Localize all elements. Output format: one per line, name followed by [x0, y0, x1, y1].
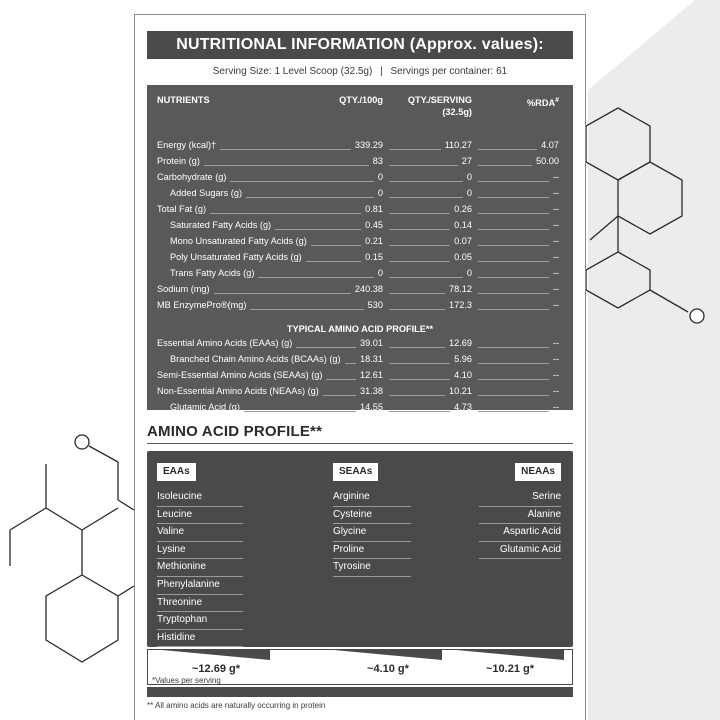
rda-value: -- — [552, 284, 559, 294]
table-row — [147, 265, 573, 281]
neaas-list-item: Glutamic Acid — [479, 542, 561, 560]
leader-line — [389, 229, 450, 230]
eaas-list-item: Tryptophan — [157, 612, 243, 630]
header-rda-mark: # — [555, 97, 559, 104]
eaas-list-item: Isoleucine — [157, 489, 243, 507]
nutrient-name: Branched Chain Amino Acids (BCAAs) (g) — [170, 354, 341, 364]
eaas-list-item: Histidine — [157, 630, 243, 648]
table-row — [147, 249, 573, 265]
nutrition-table — [147, 85, 573, 410]
eaas-column-header: EAAs — [157, 463, 196, 481]
leader-line — [389, 363, 450, 364]
qty-serving-value: 0.07 — [454, 236, 472, 246]
rda-value: -- — [552, 338, 559, 348]
qty-100g-value: 0.45 — [365, 220, 383, 230]
seaas-list-item: Tyrosine — [333, 559, 411, 577]
nutrient-name: Protein (g) — [157, 156, 200, 166]
rda-value: -- — [552, 204, 559, 214]
leader-line — [389, 395, 445, 396]
rda-value: -- — [552, 386, 559, 396]
leader-line — [220, 149, 351, 150]
nutrient-name: Sodium (mg) — [157, 284, 210, 294]
qty-serving-value: 5.96 — [454, 354, 472, 364]
serving-info — [147, 63, 573, 81]
leader-line — [389, 261, 450, 262]
leader-line — [478, 363, 549, 364]
leader-line — [389, 293, 445, 294]
leader-line — [389, 277, 463, 278]
qty-serving-value: 172.3 — [449, 300, 472, 310]
serving-size: Serving Size: 1 Level Scoop (32.5g) — [212, 66, 373, 77]
footnote: ** All amino acids are naturally occurring in protein — [147, 701, 326, 710]
leader-line — [210, 213, 361, 214]
header-qty-serving-sub: (32.5g) — [442, 107, 472, 117]
qty-serving-value: 0 — [466, 268, 472, 278]
qty-serving-value: 0 — [466, 188, 472, 198]
rda-value: -- — [552, 268, 559, 278]
header-qty-100g: QTY./100g — [339, 95, 383, 105]
leader-line — [478, 213, 549, 214]
leader-line — [389, 245, 450, 246]
nutrient-name: Saturated Fatty Acids (g) — [170, 220, 272, 230]
eaas-list-item: Phenylalanine — [157, 577, 243, 595]
eaas-list-item: Threonine — [157, 595, 243, 613]
qty-serving-value: 4.10 — [454, 370, 472, 380]
page-title: NUTRITIONAL INFORMATION (Approx. values): — [147, 31, 573, 59]
servings-per-container: Servings per container: 61 — [390, 66, 508, 77]
neaas-column-header: NEAAs — [515, 463, 561, 481]
leader-line — [389, 379, 450, 380]
rda-value: -- — [552, 220, 559, 230]
table-row — [147, 383, 573, 399]
neaas-list-item: Serine — [479, 489, 561, 507]
leader-line — [250, 309, 364, 310]
leader-line — [306, 261, 361, 262]
table-row — [147, 297, 573, 313]
leader-line — [389, 347, 445, 348]
leader-line — [230, 181, 374, 182]
qty-serving-value: 12.69 — [449, 338, 472, 348]
nutrition-label-panel — [134, 14, 586, 720]
header-rda-label: %RDA — [527, 98, 556, 109]
leader-line — [478, 347, 549, 348]
leader-line — [478, 149, 537, 150]
nutrient-name: Non-Essential Amino Acids (NEAAs) (g) — [157, 386, 319, 396]
nutrient-name: Essential Amino Acids (EAAs) (g) — [157, 338, 293, 348]
qty-100g-value: 14.55 — [360, 402, 383, 412]
qty-100g-value: 0.15 — [365, 252, 383, 262]
qty-100g-value: 530 — [367, 300, 383, 310]
amino-profile-heading: AMINO ACID PROFILE** — [147, 423, 323, 440]
leader-line — [389, 165, 458, 166]
heading-divider — [147, 443, 573, 444]
table-row — [147, 217, 573, 233]
table-row — [147, 169, 573, 185]
seaas-list-item: Glycine — [333, 524, 411, 542]
table-row — [147, 399, 573, 415]
leader-line — [345, 363, 356, 364]
qty-100g-value: 339.29 — [354, 140, 383, 150]
qty-serving-value: 4.73 — [454, 402, 472, 412]
serving-separator: | — [380, 66, 383, 77]
leader-line — [478, 277, 549, 278]
table-row — [147, 233, 573, 249]
amino-totals — [147, 649, 573, 685]
rda-value: 50.00 — [536, 156, 559, 166]
footnote-divider-bar — [147, 687, 573, 697]
leader-line — [244, 411, 356, 412]
eaas-total-marker-icon — [162, 650, 270, 660]
rda-value: 4.07 — [541, 140, 559, 150]
nutrient-name: Energy (kcal)† — [157, 140, 217, 150]
leader-line — [326, 379, 356, 380]
nutrient-name: Poly Unsaturated Fatty Acids (g) — [170, 252, 302, 262]
qty-serving-value: 0.14 — [454, 220, 472, 230]
qty-100g-value: 0.81 — [365, 204, 383, 214]
leader-line — [389, 213, 450, 214]
seaas-list-item: Cysteine — [333, 507, 411, 525]
qty-100g-value: 18.31 — [360, 354, 383, 364]
rda-value: -- — [552, 300, 559, 310]
eaas-list-item: Valine — [157, 524, 243, 542]
eaas-list-item: Lysine — [157, 542, 243, 560]
leader-line — [478, 165, 532, 166]
amino-profile-panel — [147, 451, 573, 647]
qty-100g-value: 0 — [377, 268, 383, 278]
rda-value: -- — [552, 354, 559, 364]
leader-line — [478, 379, 549, 380]
seaas-list-item: Proline — [333, 542, 411, 560]
leader-line — [323, 395, 356, 396]
leader-line — [478, 395, 549, 396]
neaas-list-item: Aspartic Acid — [479, 524, 561, 542]
nutrient-name: Semi-Essential Amino Acids (SEAAs) (g) — [157, 370, 323, 380]
nutrient-name: Added Sugars (g) — [170, 188, 243, 198]
leader-line — [478, 309, 549, 310]
values-per-serving-note: *Values per serving — [152, 676, 221, 685]
leader-line — [311, 245, 361, 246]
leader-line — [296, 347, 356, 348]
leader-line — [246, 197, 374, 198]
qty-100g-value: 83 — [372, 156, 383, 166]
rda-value: -- — [552, 188, 559, 198]
qty-serving-value: 0.05 — [454, 252, 472, 262]
leader-line — [478, 293, 549, 294]
nutrient-name: Carbohydrate (g) — [157, 172, 227, 182]
table-row — [147, 335, 573, 351]
nutrient-name: Mono Unsaturated Fatty Acids (g) — [170, 236, 307, 246]
rda-value: -- — [552, 252, 559, 262]
leader-line — [275, 229, 361, 230]
leader-line — [389, 149, 441, 150]
nutrient-name: Trans Fatty Acids (g) — [170, 268, 255, 278]
leader-line — [389, 181, 463, 182]
nutrient-name: MB EnzymePro®(mg) — [157, 300, 247, 310]
amino-subheading: TYPICAL AMINO ACID PROFILE** — [286, 324, 434, 334]
table-row — [147, 153, 573, 169]
table-row — [147, 367, 573, 383]
table-row — [147, 351, 573, 367]
leader-line — [204, 165, 369, 166]
leader-line — [478, 181, 549, 182]
qty-100g-value: 31.38 — [360, 386, 383, 396]
leader-line — [478, 261, 549, 262]
eaas-total: ~12.69 g* — [191, 663, 240, 675]
qty-serving-value: 0.26 — [454, 204, 472, 214]
rda-value: -- — [552, 402, 559, 412]
qty-serving-value: 10.21 — [449, 386, 472, 396]
header-qty-serving: QTY./SERVING — [407, 95, 472, 105]
qty-serving-value: 78.12 — [449, 284, 472, 294]
qty-serving-value: 27 — [461, 156, 472, 166]
qty-serving-value: 0 — [466, 172, 472, 182]
eaas-list-item: Leucine — [157, 507, 243, 525]
header-nutrients: NUTRIENTS — [157, 95, 210, 105]
neaas-list-item: Alanine — [479, 507, 561, 525]
background-grey-wedge — [588, 0, 720, 720]
neaas-total-marker-icon — [456, 650, 564, 660]
rda-value: -- — [552, 370, 559, 380]
table-row — [147, 137, 573, 153]
qty-100g-value: 12.61 — [360, 370, 383, 380]
qty-100g-value: 0.21 — [365, 236, 383, 246]
rda-value: -- — [552, 236, 559, 246]
seaas-total: ~4.10 g* — [367, 663, 409, 675]
table-row — [147, 185, 573, 201]
header-rda — [527, 95, 559, 109]
leader-line — [478, 411, 549, 412]
qty-serving-value: 110.27 — [444, 140, 472, 150]
leader-line — [389, 411, 450, 412]
leader-line — [389, 197, 463, 198]
leader-line — [389, 309, 445, 310]
qty-100g-value: 0 — [377, 172, 383, 182]
table-row — [147, 201, 573, 217]
nutrient-name: Total Fat (g) — [157, 204, 207, 214]
leader-line — [478, 197, 549, 198]
leader-line — [478, 245, 549, 246]
neaas-total: ~10.21 g* — [485, 663, 534, 675]
qty-100g-value: 240.38 — [354, 284, 383, 294]
seaas-total-marker-icon — [334, 650, 442, 660]
seaas-list-item: Arginine — [333, 489, 411, 507]
leader-line — [478, 229, 549, 230]
leader-line — [258, 277, 374, 278]
rda-value: -- — [552, 172, 559, 182]
leader-line — [214, 293, 351, 294]
qty-100g-value: 39.01 — [360, 338, 383, 348]
nutrient-name: Glutamic Acid (g) — [170, 402, 240, 412]
molecule-left-icon — [10, 435, 134, 662]
seaas-column-header: SEAAs — [333, 463, 378, 481]
eaas-list-item: Methionine — [157, 559, 243, 577]
table-row — [147, 281, 573, 297]
qty-100g-value: 0 — [377, 188, 383, 198]
